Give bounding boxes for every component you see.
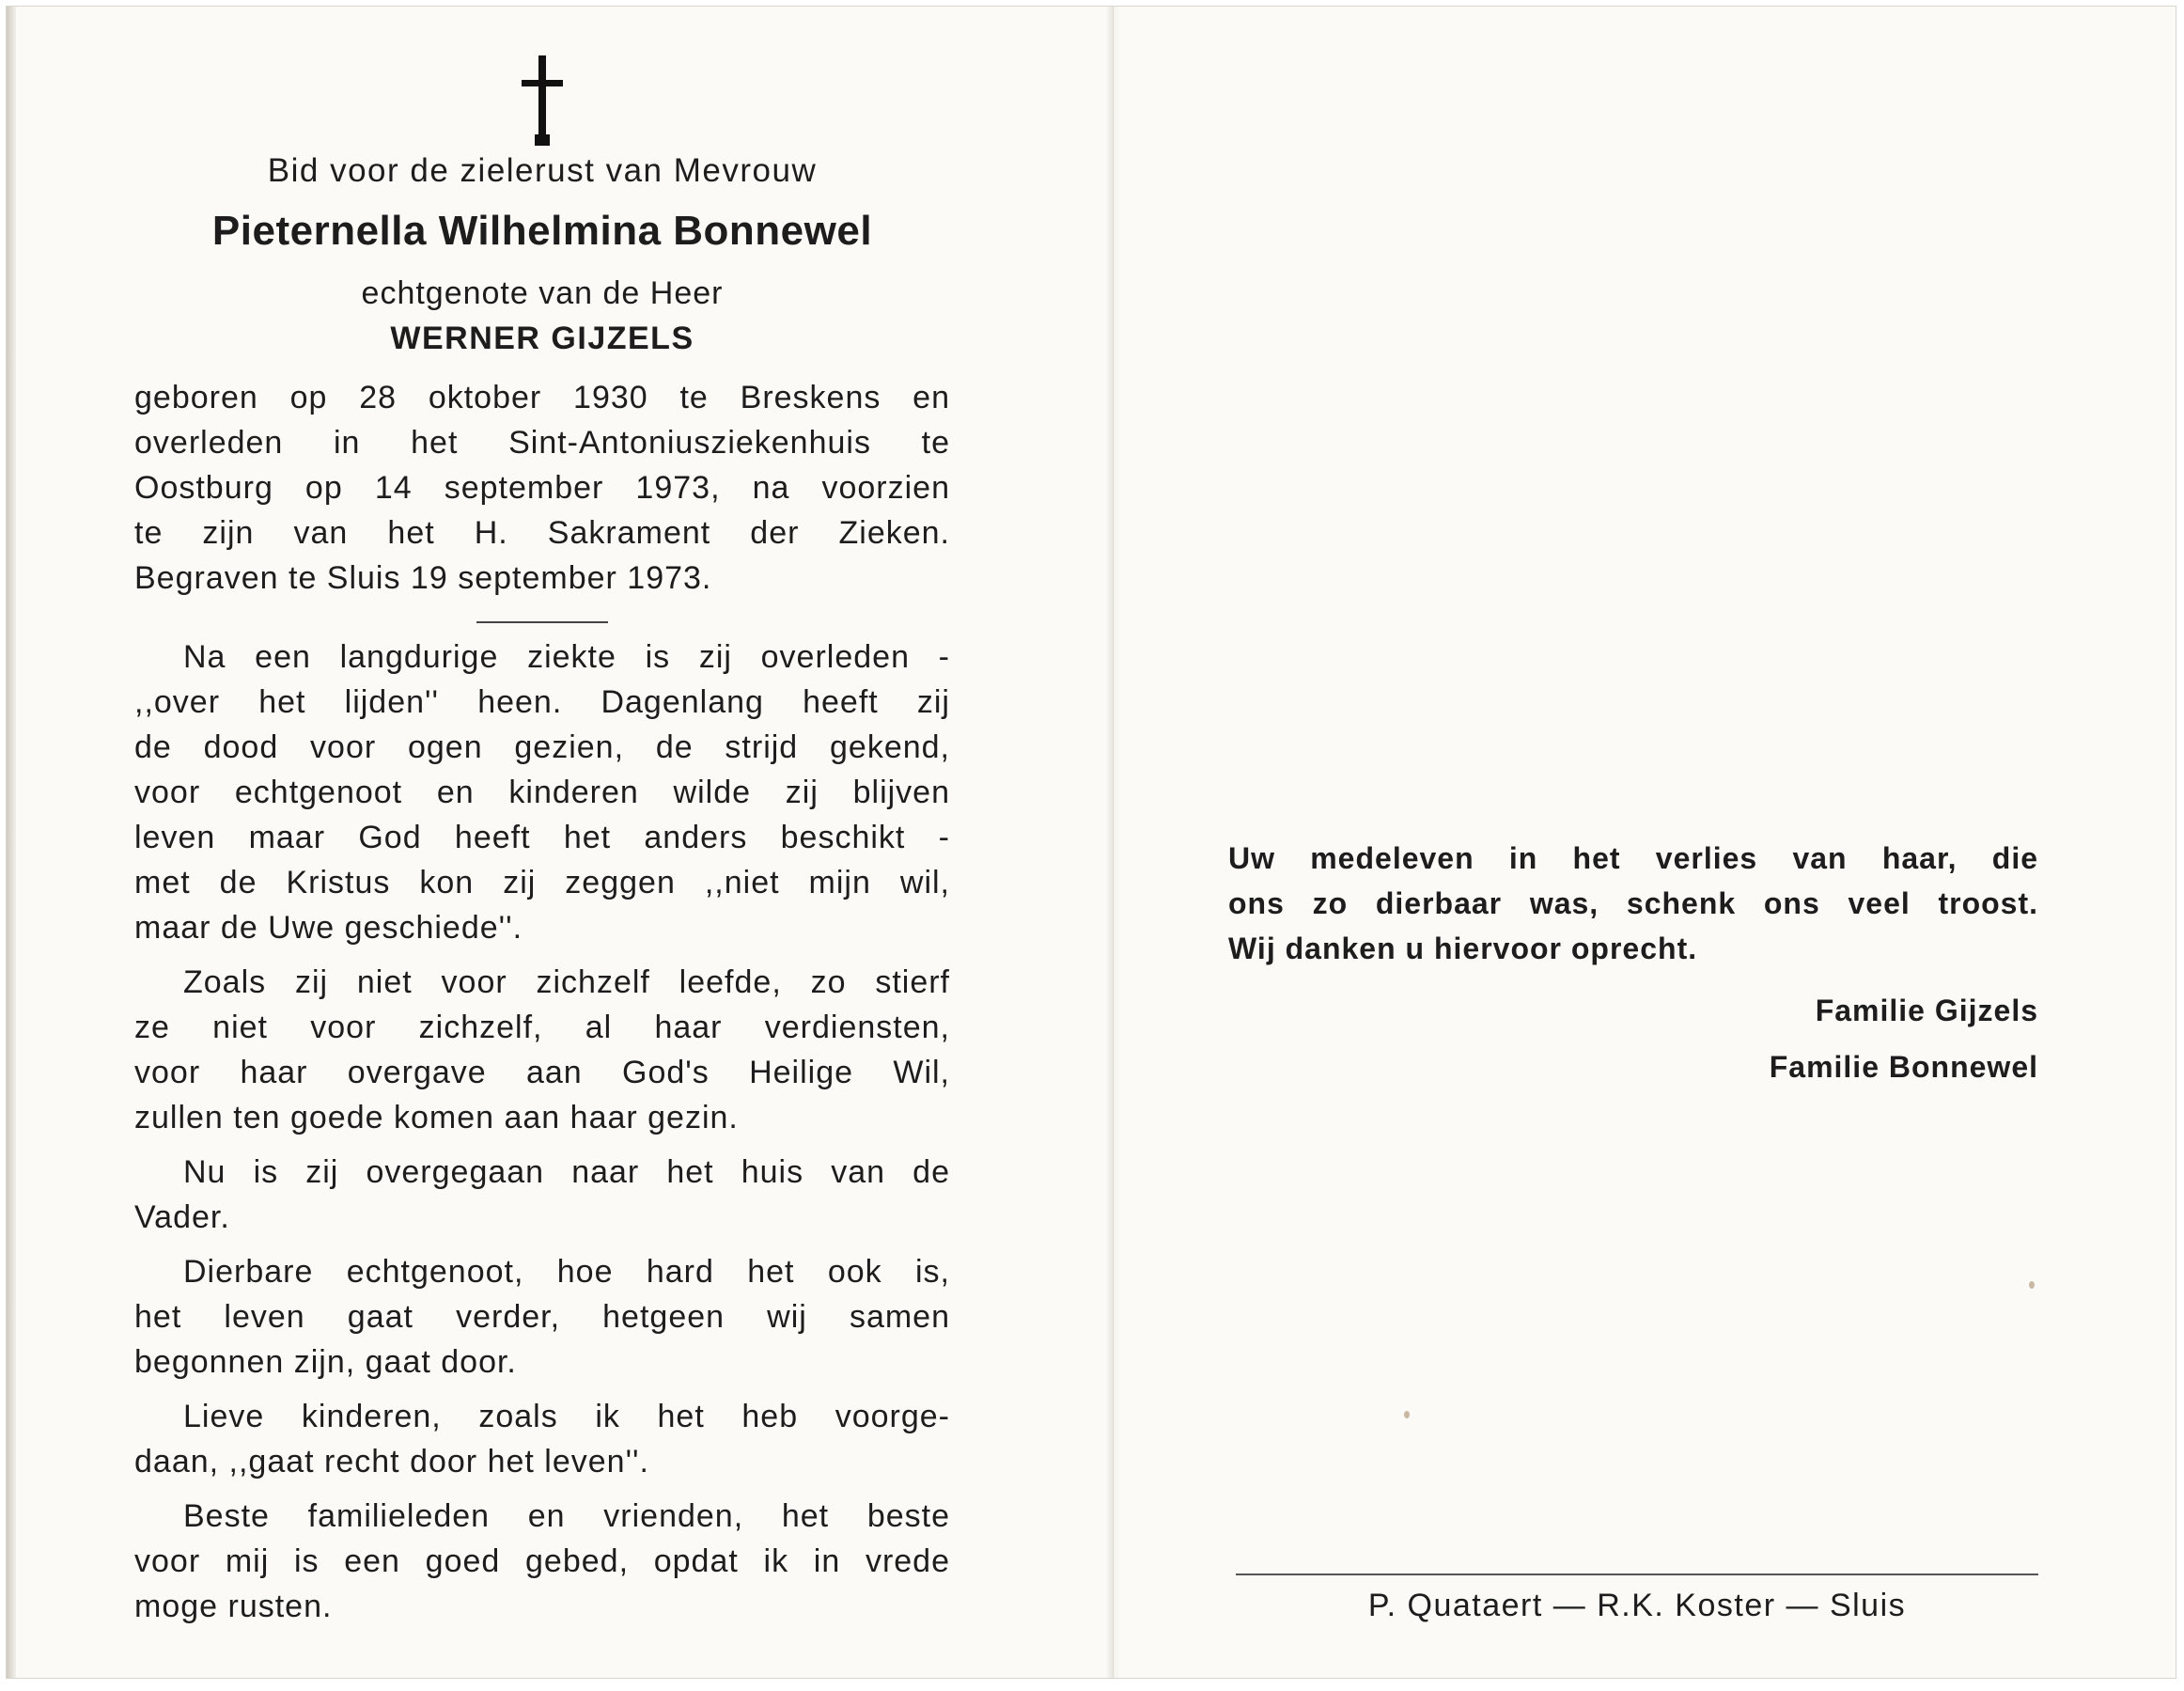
spouse-name: WERNER GIJZELS: [390, 321, 694, 356]
right-panel: [1228, 7, 2046, 1678]
text-line: zullen ten goede komen aan haar gezin.: [134, 1100, 739, 1135]
biography: [134, 375, 950, 601]
paragraph: [134, 1494, 950, 1629]
signature-gijzels: Familie Gijzels: [1815, 994, 2038, 1027]
paper-speck: [1404, 1411, 1410, 1418]
paper-speck: [2029, 1281, 2035, 1289]
text-line: Na een langdurige ziekte is zij overleden -: [183, 639, 950, 675]
text-line: leven maar God heeft het anders beschikt -: [134, 820, 950, 855]
bio-line: geboren op 28 oktober 1930 te Breskens en: [134, 380, 950, 415]
deceased-name: Pieternella Wilhelmina Bonnewel: [211, 208, 873, 254]
text-line: voor echtgenoot en kinderen wilde zij blijven: [134, 775, 950, 810]
text-line: Dierbare echtgenoot, hoe hard het ook is,: [183, 1254, 950, 1290]
intro-text: Bid voor de zielerust van Mevrouw: [267, 152, 818, 189]
text-line: begonnen zijn, gaat door.: [134, 1344, 517, 1380]
text-line: maar de Uwe geschiede''.: [134, 910, 523, 946]
divider: [476, 621, 608, 623]
text-line: daan, ,,gaat recht door het leven''.: [134, 1444, 649, 1480]
memorial-text: [134, 634, 950, 1638]
left-panel: [134, 7, 950, 1678]
thanks-text: [1228, 836, 2038, 971]
thanks-line: Uw medeleven in het verlies van haar, die: [1228, 841, 2038, 875]
thanks-line: ons zo dierbaar was, schenk ons veel troost.: [1228, 886, 2038, 920]
spouse-label: echtgenote van de Heer: [361, 275, 724, 311]
bio-line: Begraven te Sluis 19 september 1973.: [134, 560, 712, 596]
text-line: ,,over het lijden'' heen. Dagenlang heeft zij: [134, 684, 950, 720]
bio-line: Oostburg op 14 september 1973, na voorzien: [134, 470, 950, 506]
card-left-edge: [7, 7, 16, 1678]
bio-line: overleden in het Sint-Antoniusziekenhuis te: [134, 425, 950, 461]
paragraph: [134, 1394, 950, 1484]
text-line: voor mij is een goed gebed, opdat ik in vrede: [134, 1543, 950, 1579]
paragraph: [134, 960, 950, 1140]
printer-credit: P. Quataert — R.K. Koster — Sluis: [1367, 1588, 1907, 1623]
text-line: met de Kristus kon zij zeggen ,,niet mijn wil,: [134, 865, 950, 900]
latin-cross-icon: [514, 55, 570, 146]
text-line: Lieve kinderen, zoals ik het heb voorge-: [183, 1399, 950, 1434]
text-line: ze niet voor zichzelf, al haar verdiensten,: [134, 1010, 950, 1045]
text-line: de dood voor ogen gezien, de strijd gekend,: [134, 729, 950, 765]
bio-line: te zijn van het H. Sakrament der Zieken.: [134, 515, 950, 551]
text-line: Zoals zij niet voor zichzelf leefde, zo stierf: [183, 964, 950, 1000]
text-line: moge rusten.: [134, 1589, 333, 1624]
card-fold: [1107, 7, 1120, 1678]
thanks-line: Wij danken u hiervoor oprecht.: [1228, 932, 1698, 965]
paragraph: [134, 1150, 950, 1240]
text-line: Vader.: [134, 1199, 230, 1235]
text-line: Beste familieleden en vrienden, het beste: [183, 1498, 950, 1534]
paragraph: [134, 634, 950, 950]
signature-bonnewel: Familie Bonnewel: [1769, 1050, 2038, 1084]
printer-divider: [1236, 1574, 2038, 1575]
paragraph: [134, 1249, 950, 1385]
text-line: voor haar overgave aan God's Heilige Wil,: [134, 1055, 950, 1090]
memorial-card: [6, 6, 2176, 1679]
text-line: Nu is zij overgegaan naar het huis van de: [183, 1154, 950, 1190]
fold-line: [1113, 7, 1114, 1678]
text-line: het leven gaat verder, hetgeen wij samen: [134, 1299, 950, 1335]
